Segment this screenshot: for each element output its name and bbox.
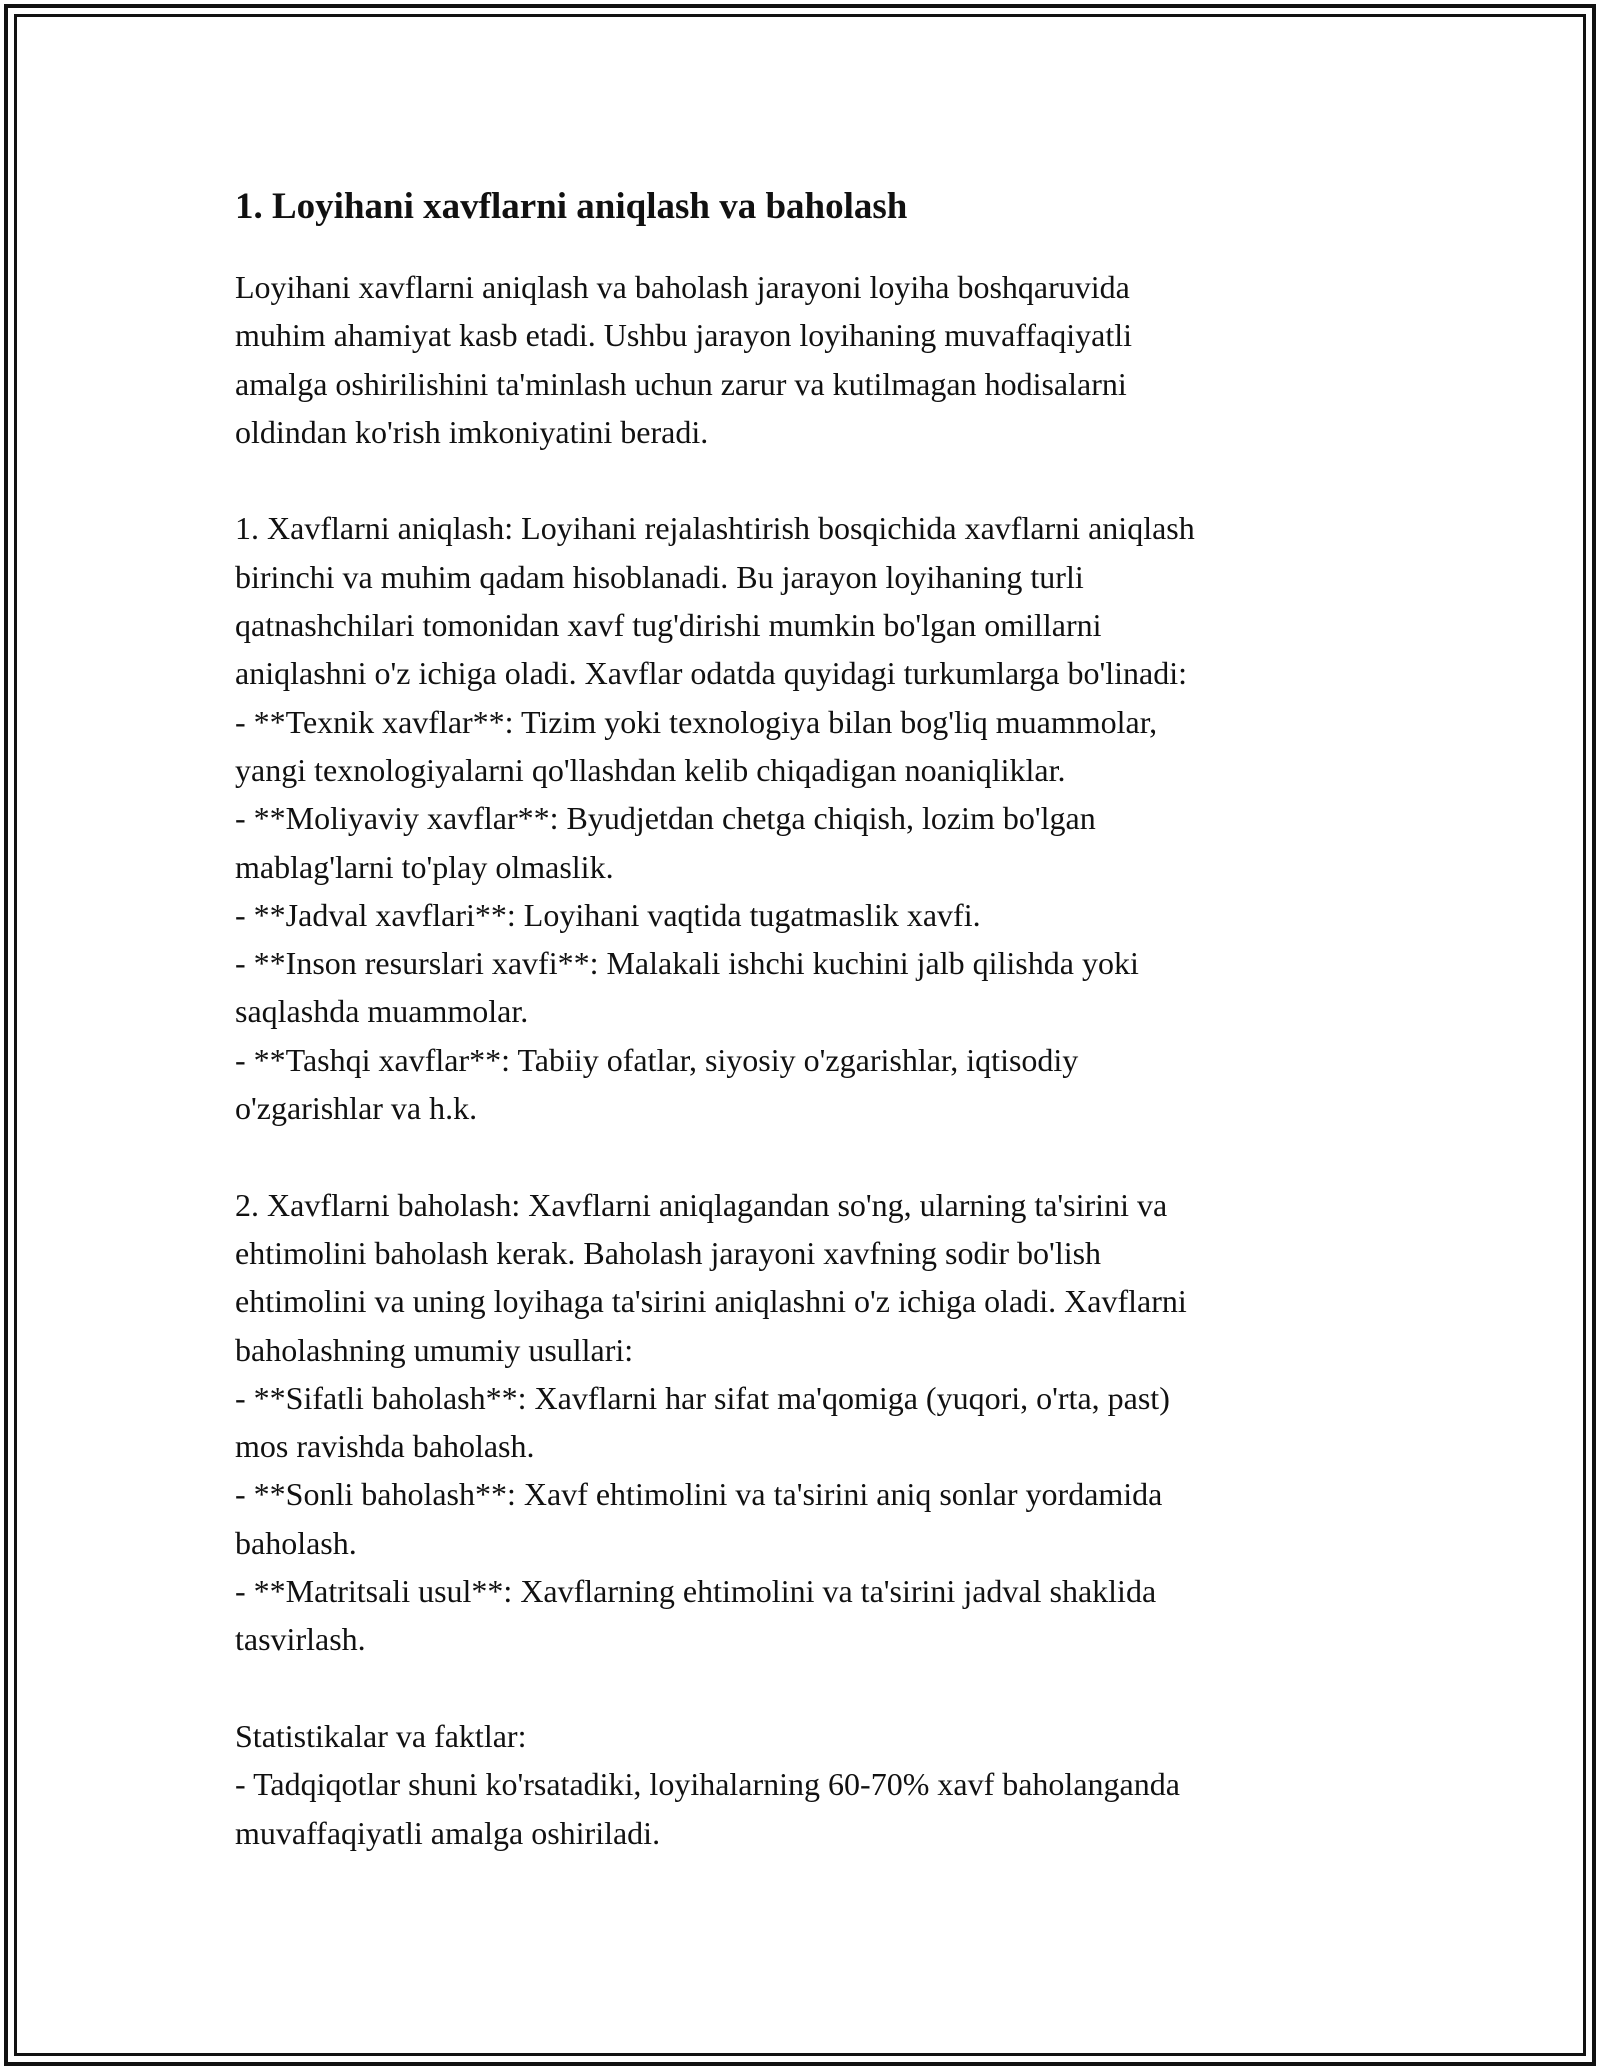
paragraph-spacer	[235, 1664, 1375, 1712]
document-title: 1. Loyihani xavflarni aniqlash va baholash	[235, 186, 908, 227]
section-risk-identification: 1. Xavflarni aniqlash: Loyihani rejalashtirish bosqichida xavflarni aniqlash birinchi va muhim qadam hisoblanadi. Bu jarayon loyihaning turli qatnashchilari tomonidan xavf tug'dirishi mumkin bo'lgan omillarni aniqlashni o'z ichiga oladi. Xavflar odatda quyidagi turkumlarga bo'linadi: - **Texnik xavflar**: Tizim yoki texnologiya bilan bog'liq muammolar, yangi texnologiyalarni qo'llashdan kelib chiqadigan noaniqliklar. - **Moliyaviy xavflar**: Byudjetdan chetga chiqish, lozim bo'lgan mablag'larni to'play olmaslik. - **Jadval xavflari**: Loyihani vaqtida tugatmaslik xavfi. - **Inson resurslari xavfi**: Malakali ishchi kuchini jalb qilishda yoki saqlashda muammolar. - **Tashqi xavflar**: Tabiiy ofatlar, siyosiy o'zgarishlar, iqtisodiy o'zgarishlar va h.k.	[235, 510, 1195, 1127]
section-statistics: Statistikalar va faktlar: - Tadqiqotlar shuni ko'rsatadiki, loyihalarning 60-70% xavf baholanganda muvaffaqiyatli amalga oshiriladi.	[235, 1717, 1180, 1851]
section-risk-assessment: 2. Xavflarni baholash: Xavflarni aniqlagandan so'ng, ularning ta'sirini va ehtimolini baholash kerak. Baholash jarayoni xavfning sodir bo'lish ehtimolini va uning loyihaga ta'sirini aniqlashni o'z ichiga oladi. Xavflarni baholashning umumiy usullari: - **Sifatli baholash**: Xavflarni har sifat ma'qomiga (yuqori, o'rta, past) mos ravishda baholash. - **Sonli baholash**: Xavf ehtimolini va ta'sirini aniq sonlar yordamida baholash. - **Matritsali usul**: Xavflarning ehtimolini va ta'sirini jadval shaklida tasvirlash.	[235, 1186, 1187, 1658]
paragraph-spacer	[235, 1132, 1375, 1180]
intro-paragraph: Loyihani xavflarni aniqlash va baholash jarayoni loyiha boshqaruvida muhim ahamiyat kasb etadi. Ushbu jarayon loyihaning muvaffaqiyatli amalga oshirilishini ta'minlash uchun zarur va kutilmagan hodisalarni oldindan ko'rish imkoniyatini beradi.	[235, 269, 1132, 450]
paragraph-spacer	[235, 456, 1375, 504]
document-body	[235, 183, 1375, 1857]
